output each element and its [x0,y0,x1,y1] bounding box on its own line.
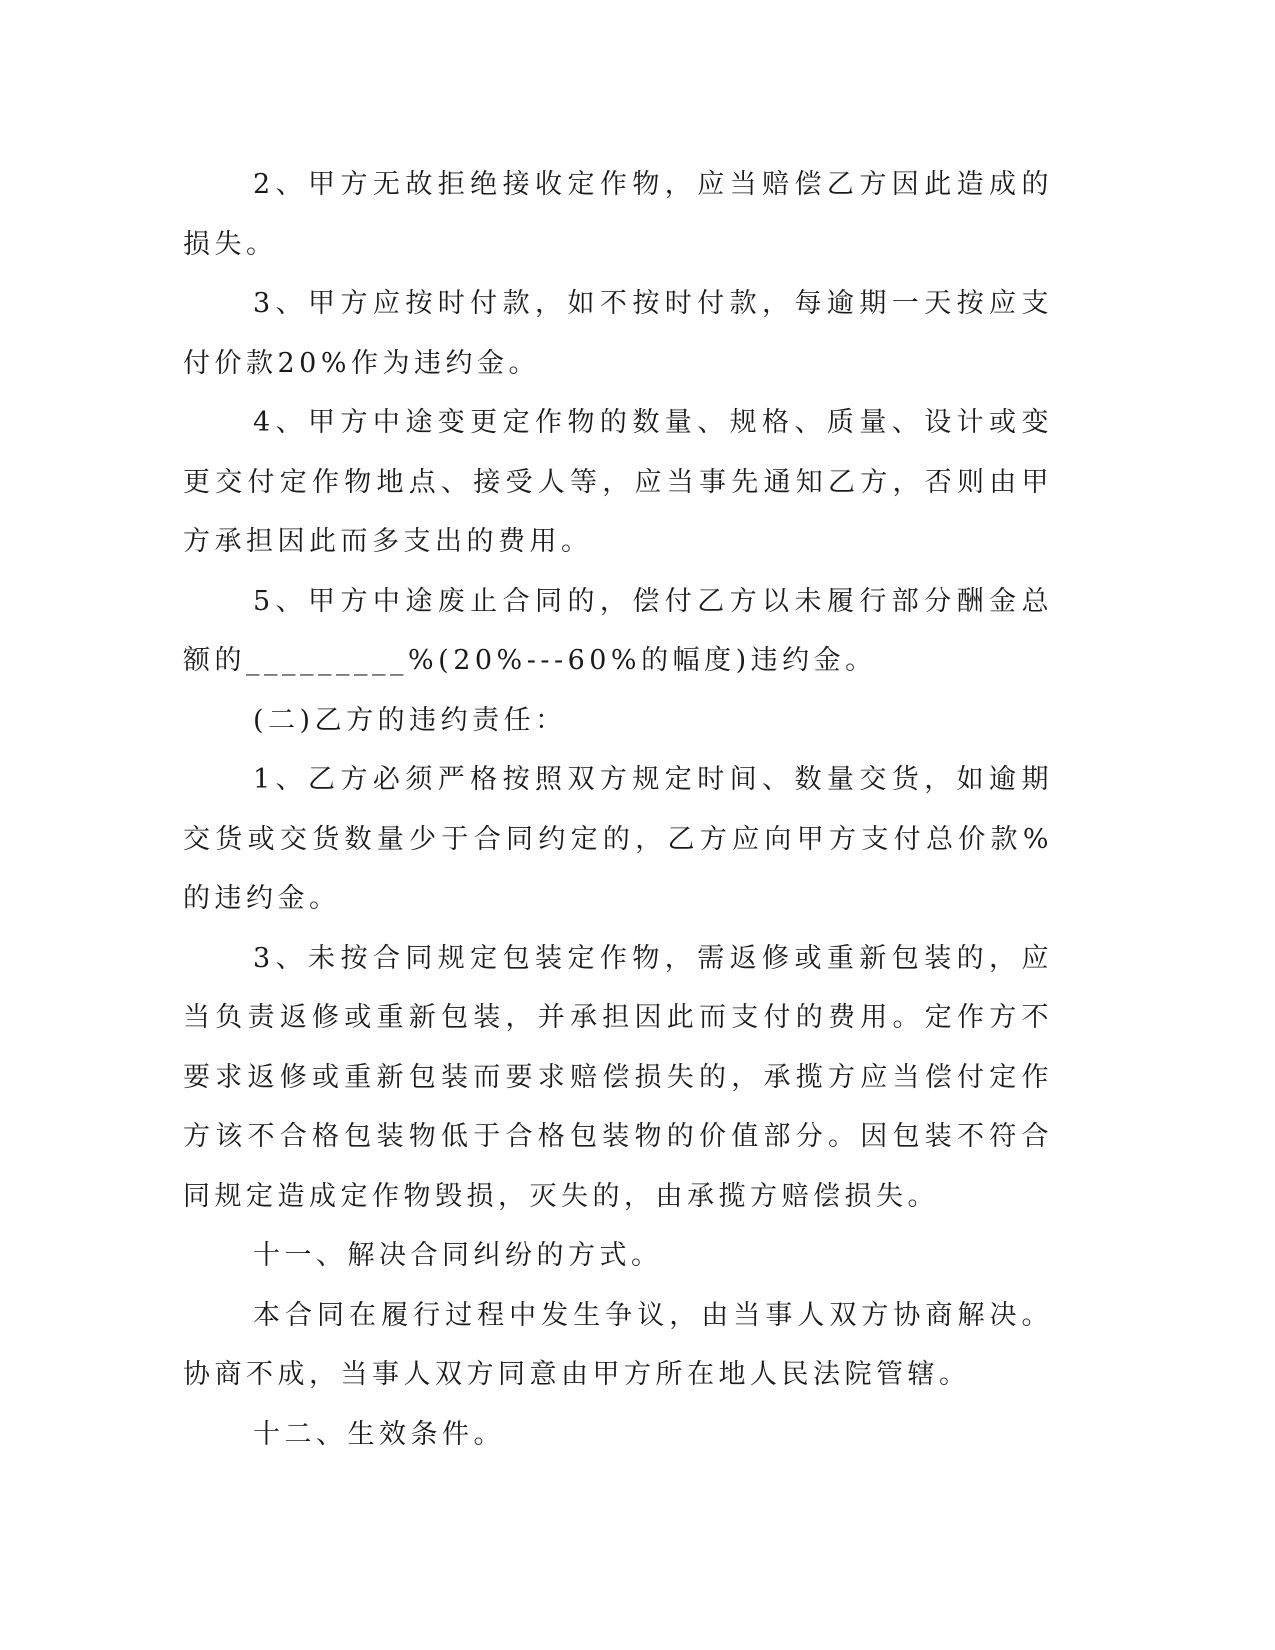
document-body [183,155,1053,1464]
paragraph-clause-2-refusal: 2、甲方无故拒绝接收定作物，应当赔偿乙方因此造成的损失。 [183,169,1053,260]
paragraph-dispute-resolution: 本合同在履行过程中发生争议，由当事人双方协商解决。协商不成，当事人双方同意由甲方所在地人民法院管辖。 [183,1299,1053,1390]
paragraph-clause-4-changes: 4、甲方中途变更定作物的数量、规格、质量、设计或变更交付定作物地点、接受人等，应当事先通知乙方，否则由甲方承担因此而多支出的费用。 [183,407,1053,557]
section-heading-dispute-resolution: 十一、解决合同纠纷的方式。 [253,1240,663,1271]
paragraph-b-clause-1-delivery: 1、乙方必须严格按照双方规定时间、数量交货，如逾期交货或交货数量少于合同约定的，乙方应向甲方支付总价款%的违约金。 [183,764,1053,914]
paragraph-clause-3-payment: 3、甲方应按时付款，如不按时付款，每逾期一天按应支付价款20%作为违约金。 [183,288,1053,379]
section-heading-party-b-liability: (二)乙方的违约责任： [253,704,567,736]
section-heading-effective-conditions: 十二、生效条件。 [253,1418,505,1450]
paragraph-clause-5-termination: 5、甲方中途废止合同的，偿付乙方以未履行部分酬金总额的_________%(20%---60%的幅度)违约金。 [183,585,1053,676]
paragraph-b-clause-3-packaging: 3、未按合同规定包装定作物，需返修或重新包装的，应当负责返修或重新包装，并承担因此而支付的费用。定作方不要求返修或重新包装而要求赔偿损失的，承揽方应当偿付定作方该不合格包装物低于合格包装物的价值部分。因包装不符合同规定造成定作物毁损，灭失的，由承揽方赔偿损失。 [183,942,1053,1212]
